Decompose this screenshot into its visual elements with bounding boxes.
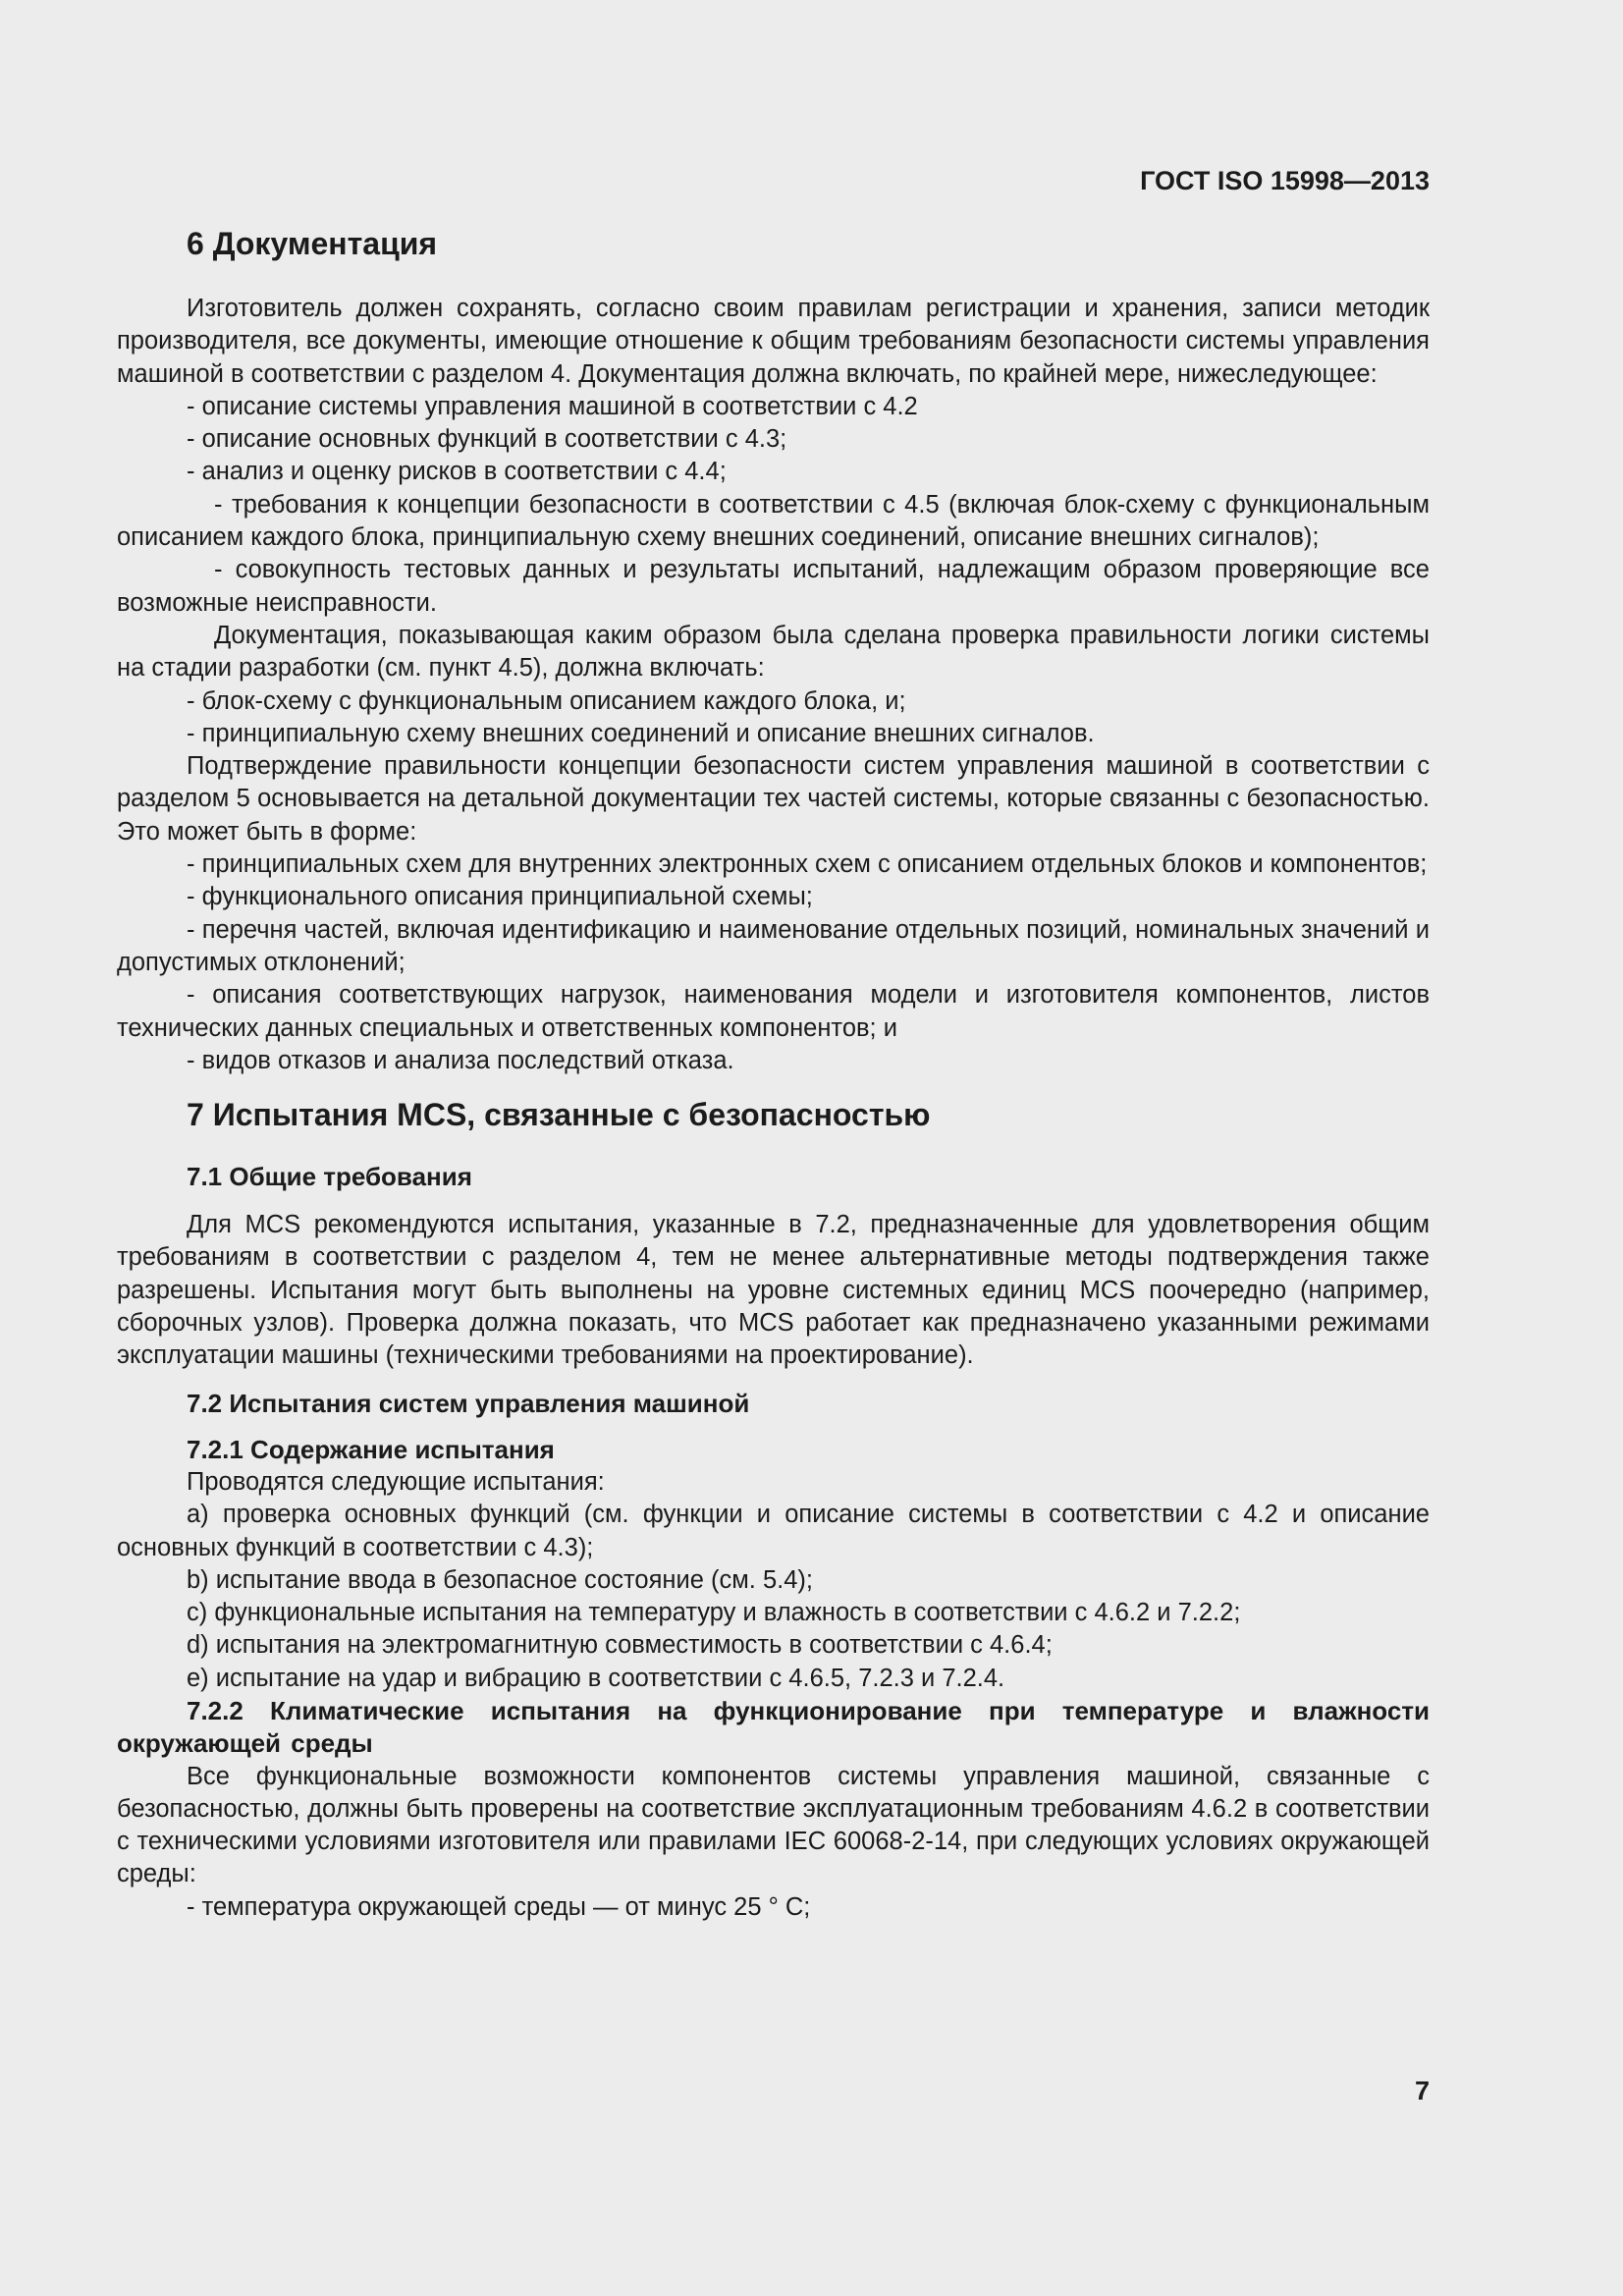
- list-item: - функционального описания принципиальной схемы;: [187, 883, 813, 911]
- list-item: - требования к концепции безопасности в соответствии с 4.5 (включая блок-схему с функциональным описанием каждого блока, принципиальную схему внешних соединений, описание внешних сигналов);: [117, 490, 1430, 552]
- list-item: - перечня частей, включая идентификацию и наименование отдельных позиций, номинальных значений и допустимых отклонений;: [117, 915, 1430, 976]
- document-body: [117, 224, 1430, 1924]
- list-item: - принципиальных схем для внутренних электронных схем с описанием отдельных блоков и компонентов;: [187, 850, 1428, 879]
- list-item: а) проверка основных функций (см. функции и описание системы в соответствии с 4.2 и описание основных функций в соответствии с 4.3);: [117, 1501, 1430, 1561]
- list-item: - блок-схему с функциональным описанием каждого блока, и;: [187, 686, 906, 715]
- paragraph: Документация, показывающая каким образом была сделана проверка правильности логики системы на стадии разработки (см. пункт 4.5), должна включать:: [117, 621, 1430, 683]
- list-item: - совокупность тестовых данных и результаты испытаний, надлежащим образом проверяющие все возможные неисправности.: [117, 556, 1430, 617]
- list-item: - принципиальную схему внешних соединений и описание внешних сигналов.: [187, 719, 1095, 747]
- subsection-7-2-1-title: 7.2.1 Содержание испытания: [187, 1434, 555, 1464]
- subsection-7-2-2-title: 7.2.2 Климатические испытания на функционирование при температуре и влажности окружающей среды: [117, 1695, 1430, 1759]
- section-7-title: 7 Испытания MCS, связанные с безопасностью: [187, 1097, 931, 1133]
- list-item: - анализ и оценку рисков в соответствии с 4.4;: [187, 458, 727, 486]
- list-item: е) испытание на удар и вибрацию в соответствии с 4.6.5, 7.2.3 и 7.2.4.: [187, 1664, 1005, 1692]
- list-item: b) испытание ввода в безопасное состояние (см. 5.4);: [187, 1565, 813, 1594]
- list-item: - температура окружающей среды — от минус 25 ° С;: [187, 1892, 811, 1921]
- paragraph: Все функциональные возможности компонентов системы управления машиной, связанные с безопасностью, должны быть проверены на соответствие эксплуатационным требованиям 4.6.2 в соответствии с техническими условиями изготовителя или правилами IEC 60068-2-14, при следующих условиях окружающей среды:: [117, 1762, 1430, 1888]
- paragraph: Для MCS рекомендуются испытания, указанные в 7.2, предназначенные для удовлетворения общим требованиям в соответствии с разделом 4, тем не менее альтернативные методы подтверждения также разрешены. Испытания могут быть выполнены на уровне системных единиц MCS поочередно (например, сборочных узлов). Проверка должна показать, что MCS работает как предназначено указанными режимами эксплуатации машины (техническими требованиями на проектирование).: [117, 1211, 1430, 1370]
- list-item: - описания соответствующих нагрузок, наименования модели и изготовителя компонентов, листов технических данных специальных и ответственных компонентов; и: [117, 981, 1430, 1042]
- subsection-7-2-title: 7.2 Испытания систем управления машиной: [187, 1388, 750, 1418]
- list-item: - описание основных функций в соответствии с 4.3;: [187, 425, 787, 454]
- page-number: 7: [1414, 2076, 1430, 2105]
- paragraph: Изготовитель должен сохранять, согласно своим правилам регистрации и хранения, записи методик производителя, все документы, имеющие отношение к общим требованиям безопасности системы управления машиной в соответствии с разделом 4. Документация должна включать, по крайней мере, нижеследующее:: [117, 295, 1430, 388]
- paragraph: Проводятся следующие испытания:: [187, 1467, 605, 1496]
- list-item: - видов отказов и анализа последствий отказа.: [187, 1046, 734, 1074]
- section-6-title: 6 Документация: [187, 226, 438, 261]
- list-item: c) функциональные испытания на температуру и влажность в соответствии с 4.6.2 и 7.2.2;: [187, 1599, 1241, 1627]
- subsection-7-1-title: 7.1 Общие требования: [187, 1162, 472, 1192]
- list-item: - описание системы управления машиной в соответствии с 4.2: [187, 392, 918, 420]
- list-item: d) испытания на электромагнитную совместимость в соответствии с 4.6.4;: [187, 1631, 1053, 1660]
- paragraph: Подтверждение правильности концепции безопасности систем управления машиной в соответствии с разделом 5 основывается на детальной документации тех частей системы, которые связанны с безопасностью. Это может быть в форме:: [117, 752, 1430, 846]
- document-code-header: ГОСТ ISO 15998—2013: [1140, 166, 1430, 195]
